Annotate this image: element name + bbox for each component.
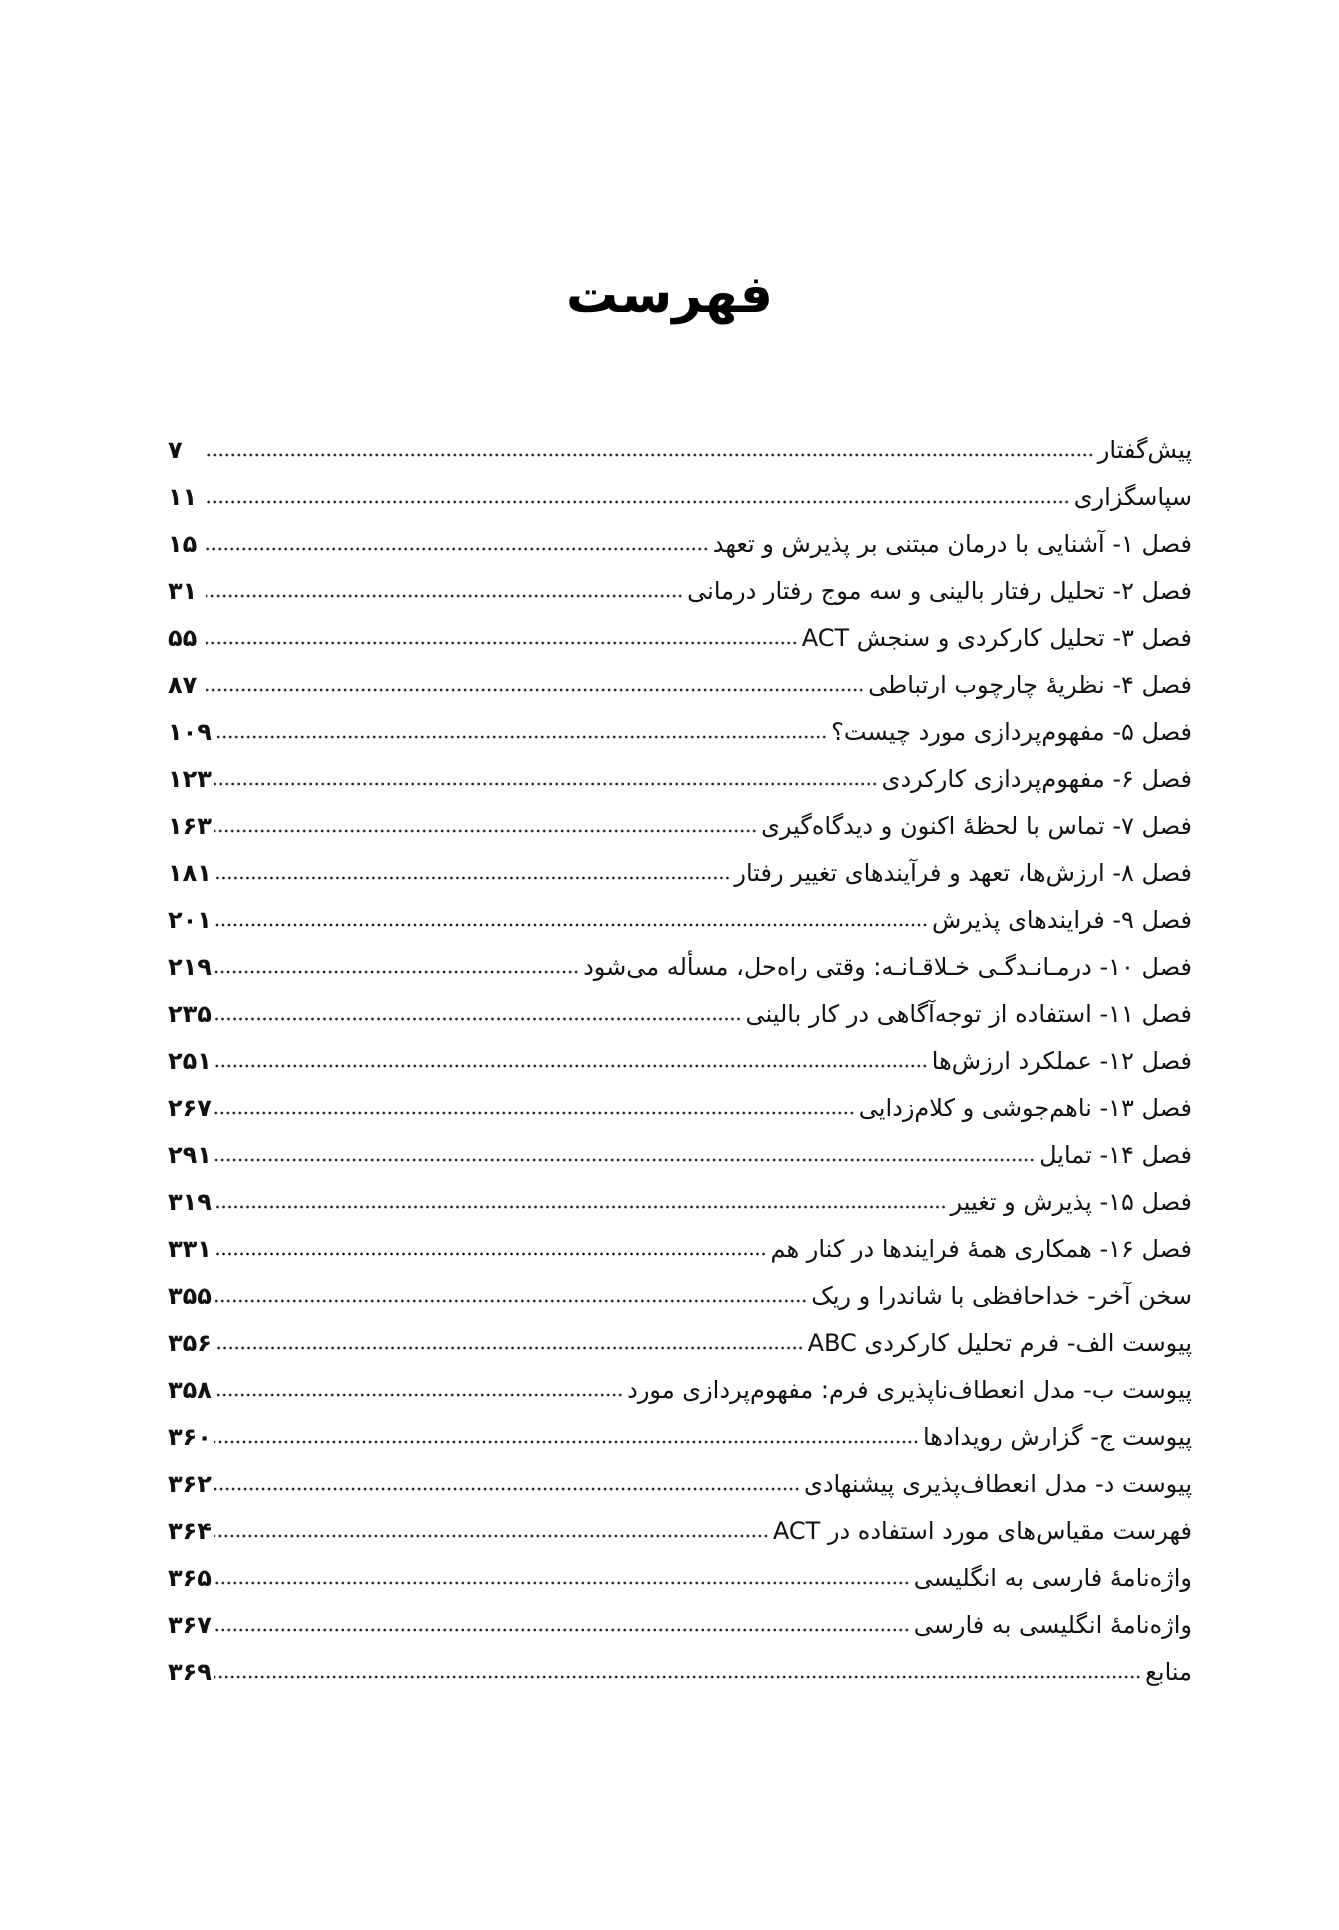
toc-entry	[168, 794, 1192, 841]
toc-entry-title: فصل ۷- تماس با لحظهٔ اکنون و دیدگاه‌گیری	[761, 812, 1192, 840]
toc-entry-title: پیوست ج- گزارش رویدادها	[922, 1423, 1192, 1451]
table-of-contents	[168, 418, 1192, 1687]
toc-entry	[168, 1546, 1192, 1593]
toc-entry	[168, 1452, 1192, 1499]
toc-entry-title: فصل ۶- مفهوم‌پردازی کارکردی	[881, 765, 1192, 793]
toc-entry-title: فصل ۴- نظریهٔ چارچوب ارتباطی	[868, 671, 1192, 699]
dot-leader	[214, 1581, 910, 1585]
toc-entry-title: فصل ۱۰- درمـانـدگـی خـلاقـانـه: وقتی راه‌حل، مسأله می‌شود	[583, 953, 1192, 981]
dot-leader	[214, 923, 928, 927]
dot-leader	[214, 1628, 910, 1632]
toc-page-number: ۸۷	[168, 671, 198, 699]
toc-entry	[168, 1076, 1192, 1123]
toc-entry-title: سپاسگزاری	[1073, 483, 1192, 511]
toc-entry	[168, 1405, 1192, 1452]
toc-page-number: ۳۶۷	[168, 1611, 212, 1639]
dot-leader	[214, 1393, 623, 1397]
toc-entry	[168, 1170, 1192, 1217]
toc-entry-title: فصل ۳- تحلیل کارکردی و سنجش ACT	[801, 624, 1192, 652]
dot-leader	[214, 1534, 769, 1538]
toc-page-number: ۱۵	[168, 530, 198, 558]
toc-page-number: ۳۶۹	[168, 1658, 212, 1686]
dot-leader	[214, 1440, 919, 1444]
dot-leader	[214, 1299, 807, 1303]
toc-page-number: ۳۱	[168, 577, 198, 605]
toc-entry-title: فصل ۵- مفهوم‌پردازی مورد چیست؟	[831, 718, 1192, 746]
toc-entry	[168, 1123, 1192, 1170]
page-title: فهرست	[566, 265, 773, 325]
toc-page-number: ۲۵۱	[168, 1047, 212, 1075]
toc-page-number: ۲۱۹	[168, 953, 212, 981]
toc-entry	[168, 653, 1192, 700]
toc-page-number: ۱۰۹	[168, 718, 212, 746]
toc-page-number: ۳۵۸	[168, 1376, 212, 1404]
dot-leader	[214, 1064, 928, 1068]
toc-page-number: ۳۶۴	[168, 1517, 212, 1545]
toc-entry	[168, 1029, 1192, 1076]
toc-page-number: ۷	[168, 436, 183, 464]
toc-page-number: ۳۶۵	[168, 1564, 212, 1592]
dot-leader	[206, 500, 1070, 504]
toc-entry	[168, 1217, 1192, 1264]
toc-page-number: ۳۵۶	[168, 1329, 212, 1357]
toc-entry-title: فصل ۱۵- پذیرش و تغییر	[950, 1188, 1192, 1216]
toc-entry-title: فصل ۱۴- تمایل	[1039, 1141, 1192, 1169]
toc-page-number: ۳۵۵	[168, 1282, 212, 1310]
toc-page-number: ۳۳۱	[168, 1235, 212, 1263]
dot-leader	[206, 688, 864, 692]
toc-page-number: ۳۱۹	[168, 1188, 212, 1216]
toc-entry-title: پیش‌گفتار	[1097, 436, 1192, 464]
dot-leader	[214, 1205, 947, 1209]
toc-page-number: ۵۵	[168, 624, 198, 652]
toc-entry	[168, 1358, 1192, 1405]
dot-leader	[214, 1346, 804, 1350]
dot-leader	[214, 876, 730, 880]
toc-entry-title: پیوست د- مدل انعطاف‌پذیری پیشنهادی	[804, 1470, 1192, 1498]
toc-entry-title: پیوست الف- فرم تحلیل کارکردی ABC	[807, 1329, 1192, 1357]
toc-entry-title: واژه‌نامهٔ انگلیسی به فارسی	[913, 1611, 1192, 1639]
toc-page-number: ۳۶۰	[168, 1423, 212, 1451]
toc-entry	[168, 1640, 1192, 1687]
toc-entry-title: فصل ۱۶- همکاری همهٔ فرایندها در کنار هم	[770, 1235, 1192, 1263]
toc-entry-title: فصل ۹- فرایندهای پذیرش	[931, 906, 1192, 934]
dot-leader	[214, 970, 579, 974]
dot-leader	[214, 1252, 767, 1256]
dot-leader	[206, 547, 709, 551]
toc-page-number: ۱۱	[168, 483, 198, 511]
dot-leader	[206, 453, 1094, 457]
toc-page-number: ۱۶۳	[168, 812, 212, 840]
toc-entry-title: فهرست مقیاس‌های مورد استفاده در ACT	[772, 1517, 1192, 1545]
toc-entry	[168, 1311, 1192, 1358]
toc-entry-title: فصل ۲- تحلیل رفتار بالینی و سه موج رفتار درمانی	[687, 577, 1192, 605]
toc-entry	[168, 512, 1192, 559]
toc-entry	[168, 1593, 1192, 1640]
dot-leader	[214, 1111, 855, 1115]
toc-entry	[168, 841, 1192, 888]
toc-entry-title: فصل ۱۳- ناهم‌جوشی و کلام‌زدایی	[858, 1094, 1192, 1122]
toc-entry-title: سخن آخر- خداحافظی با شاندرا و ریک	[811, 1282, 1192, 1310]
toc-entry-title: منابع	[1145, 1658, 1192, 1686]
toc-entry	[168, 559, 1192, 606]
dot-leader	[214, 735, 827, 739]
toc-entry	[168, 418, 1192, 465]
toc-entry	[168, 1264, 1192, 1311]
toc-entry-title: فصل ۱۱- استفاده از توجه‌آگاهی در کار بالینی	[745, 1000, 1192, 1028]
dot-leader	[214, 1675, 1141, 1679]
dot-leader	[206, 594, 683, 598]
toc-page-number: ۲۶۷	[168, 1094, 212, 1122]
toc-entry-title: فصل ۸- ارزش‌ها، تعهد و فرآیندهای تغییر رفتار	[734, 859, 1192, 887]
toc-page-number: ۳۶۲	[168, 1470, 212, 1498]
toc-entry-title: فصل ۱- آشنایی با درمان مبتنی بر پذیرش و تعهد	[712, 530, 1192, 558]
toc-page-number: ۲۰۱	[168, 906, 212, 934]
dot-leader	[214, 1487, 800, 1491]
toc-entry	[168, 888, 1192, 935]
toc-entry	[168, 1499, 1192, 1546]
toc-page-number: ۲۳۵	[168, 1000, 212, 1028]
dot-leader	[206, 641, 798, 645]
toc-page-number: ۱۲۳	[168, 765, 212, 793]
toc-entry	[168, 700, 1192, 747]
toc-entry	[168, 606, 1192, 653]
dot-leader	[214, 1017, 742, 1021]
toc-entry	[168, 982, 1192, 1029]
toc-page-number: ۲۹۱	[168, 1141, 212, 1169]
toc-page-number: ۱۸۱	[168, 859, 212, 887]
toc-entry	[168, 935, 1192, 982]
toc-entry	[168, 747, 1192, 794]
toc-entry	[168, 465, 1192, 512]
toc-entry-title: فصل ۱۲- عملکرد ارزش‌ها	[931, 1047, 1192, 1075]
dot-leader	[214, 782, 878, 786]
toc-entry-title: واژه‌نامهٔ فارسی به انگلیسی	[913, 1564, 1192, 1592]
dot-leader	[214, 1158, 1035, 1162]
toc-entry-title: پیوست ب- مدل انعطاف‌ناپذیری فرم: مفهوم‌پردازی مورد	[627, 1376, 1192, 1404]
dot-leader	[214, 829, 757, 833]
